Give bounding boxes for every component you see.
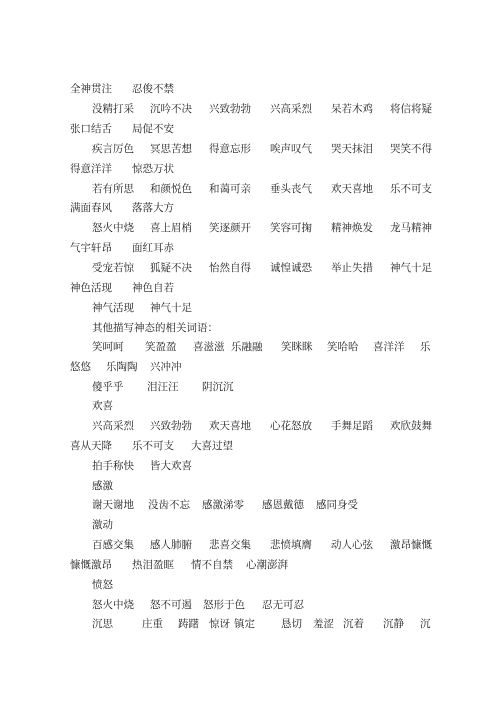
text-line xyxy=(0,498,500,512)
word: 乐陶陶 xyxy=(106,361,138,373)
text-line xyxy=(0,321,500,335)
word: 怒火中烧 xyxy=(92,599,134,611)
word: 没精打采 xyxy=(92,103,134,115)
word: 乐 xyxy=(420,341,431,353)
word: 沉吟不决 xyxy=(150,103,192,115)
word: 喜滋滋 xyxy=(193,341,225,353)
word: 动人心弦 xyxy=(331,539,373,551)
word: 悲愤填膺 xyxy=(270,539,312,551)
word: 和蔼可亲 xyxy=(209,183,251,195)
word: 兴致勃勃 xyxy=(209,103,251,115)
word: 乐融融 xyxy=(231,341,263,353)
word: 若有所思 xyxy=(92,183,134,195)
word: 神气十足 xyxy=(390,262,432,274)
word: 激动 xyxy=(92,519,113,531)
word: 怡然自得 xyxy=(209,262,251,274)
word: 垂头丧气 xyxy=(270,183,312,195)
word: 冥思苦想 xyxy=(150,143,192,155)
word: 笑哈哈 xyxy=(327,341,359,353)
word: 情不自禁 xyxy=(191,559,233,571)
word: 其他描写神态的相关词语： xyxy=(92,322,218,334)
word: 忍俊不禁 xyxy=(132,83,174,95)
word: 恳切 xyxy=(281,618,302,630)
word: 神色自若 xyxy=(132,282,174,294)
text-line xyxy=(0,142,500,156)
word: 阴沉沉 xyxy=(202,381,234,393)
word: 喜洋洋 xyxy=(373,341,405,353)
word: 怒形于色 xyxy=(203,599,245,611)
word: 怒火中烧 xyxy=(92,222,134,234)
word: 感激涕零 xyxy=(202,499,244,511)
word: 喜从天降 xyxy=(70,440,112,452)
word: 气宇轩昂 xyxy=(70,242,112,254)
text-line xyxy=(0,261,500,275)
word: 欢天喜地 xyxy=(331,183,373,195)
word: 拍手称快 xyxy=(92,460,134,472)
word: 皆大欢喜 xyxy=(150,460,192,472)
word: 满面春风 xyxy=(70,202,112,214)
word: 悠悠 xyxy=(70,361,91,373)
text-line xyxy=(0,221,500,235)
word: 得意忘形 xyxy=(209,143,251,155)
word: 惊恐万状 xyxy=(132,163,174,175)
text-line xyxy=(0,439,500,453)
word: 张口结舌 xyxy=(70,123,112,135)
word: 羞涩 xyxy=(313,618,334,630)
word: 得意洋洋 xyxy=(70,163,112,175)
word: 唉声叹气 xyxy=(270,143,312,155)
word: 落落大方 xyxy=(132,202,174,214)
word: 乐不可支 xyxy=(132,440,174,452)
text-line xyxy=(0,518,500,532)
word: 笑逐颜开 xyxy=(209,222,251,234)
word: 笑眯眯 xyxy=(281,341,313,353)
word: 笑盈盈 xyxy=(145,341,177,353)
word: 热泪盈眶 xyxy=(132,559,174,571)
word: 感恩戴德 xyxy=(262,499,304,511)
word: 感激 xyxy=(92,480,113,492)
word: 慷慨激昂 xyxy=(70,559,112,571)
text-line xyxy=(0,340,500,354)
word: 欢欣鼓舞 xyxy=(390,420,432,432)
word: 兴高采烈 xyxy=(92,420,134,432)
word: 心花怒放 xyxy=(270,420,312,432)
word: 沉思 xyxy=(92,618,113,630)
text-line xyxy=(0,281,500,295)
word: 忍无可忍 xyxy=(262,599,304,611)
text-line xyxy=(0,241,500,255)
word: 百感交集 xyxy=(92,539,134,551)
word: 傻乎乎 xyxy=(92,381,124,393)
text-line xyxy=(0,360,500,374)
text-line xyxy=(0,201,500,215)
word: 谢天谢地 xyxy=(92,499,134,511)
word: 全神贯注 xyxy=(70,83,112,95)
word: 怒不可遏 xyxy=(150,599,192,611)
text-line xyxy=(0,102,500,116)
word: 兴高采烈 xyxy=(270,103,312,115)
word: 手舞足蹈 xyxy=(331,420,373,432)
text-line xyxy=(0,538,500,552)
word: 镇定 xyxy=(234,618,255,630)
word: 龙马精神 xyxy=(390,222,432,234)
word: 精神焕发 xyxy=(331,222,373,234)
word: 兴致勃勃 xyxy=(150,420,192,432)
word: 将信将疑 xyxy=(390,103,432,115)
word: 欢天喜地 xyxy=(209,420,251,432)
text-line xyxy=(0,301,500,315)
word: 狐疑不决 xyxy=(150,262,192,274)
word: 神气活现 xyxy=(92,302,134,314)
word: 哭天抹泪 xyxy=(331,143,373,155)
word: 呆若木鸡 xyxy=(331,103,373,115)
word: 和颜悦色 xyxy=(150,183,192,195)
word: 兴冲冲 xyxy=(150,361,182,373)
word: 乐不可支 xyxy=(390,183,432,195)
word: 悲喜交集 xyxy=(209,539,251,551)
word: 沉着 xyxy=(343,618,364,630)
word: 喜上眉梢 xyxy=(150,222,192,234)
text-line xyxy=(0,419,500,433)
word: 感同身受 xyxy=(316,499,358,511)
word: 心潮澎湃 xyxy=(246,559,288,571)
word: 踌躇 xyxy=(178,618,199,630)
word: 惊讶 xyxy=(209,618,230,630)
word: 神色活现 xyxy=(70,282,112,294)
word: 没齿不忘 xyxy=(148,499,190,511)
word: 泪汪汪 xyxy=(147,381,179,393)
text-line xyxy=(0,162,500,176)
word: 沉静 xyxy=(383,618,404,630)
word: 沉 xyxy=(420,618,431,630)
text-line xyxy=(0,479,500,493)
word: 愤怒 xyxy=(92,579,113,591)
word: 感人肺腑 xyxy=(150,539,192,551)
word: 神气十足 xyxy=(150,302,192,314)
text-line xyxy=(0,558,500,572)
text-line xyxy=(0,380,500,394)
word: 疾言厉色 xyxy=(92,143,134,155)
text-line xyxy=(0,598,500,612)
text-line xyxy=(0,617,500,631)
text-line xyxy=(0,459,500,473)
word: 大喜过望 xyxy=(191,440,233,452)
word: 笑呵呵 xyxy=(92,341,124,353)
text-line xyxy=(0,578,500,592)
word: 面红耳赤 xyxy=(132,242,174,254)
word: 哭笑不得 xyxy=(390,143,432,155)
word: 笑容可掬 xyxy=(270,222,312,234)
text-line xyxy=(0,182,500,196)
word: 局促不安 xyxy=(132,123,174,135)
word: 庄重 xyxy=(142,618,163,630)
word: 欢喜 xyxy=(92,400,113,412)
word: 诚惶诚恐 xyxy=(270,262,312,274)
word: 举止失措 xyxy=(331,262,373,274)
text-line xyxy=(0,122,500,136)
word: 激昂慷慨 xyxy=(390,539,432,551)
text-line xyxy=(0,399,500,413)
word: 受宠若惊 xyxy=(92,262,134,274)
text-line xyxy=(0,82,500,96)
